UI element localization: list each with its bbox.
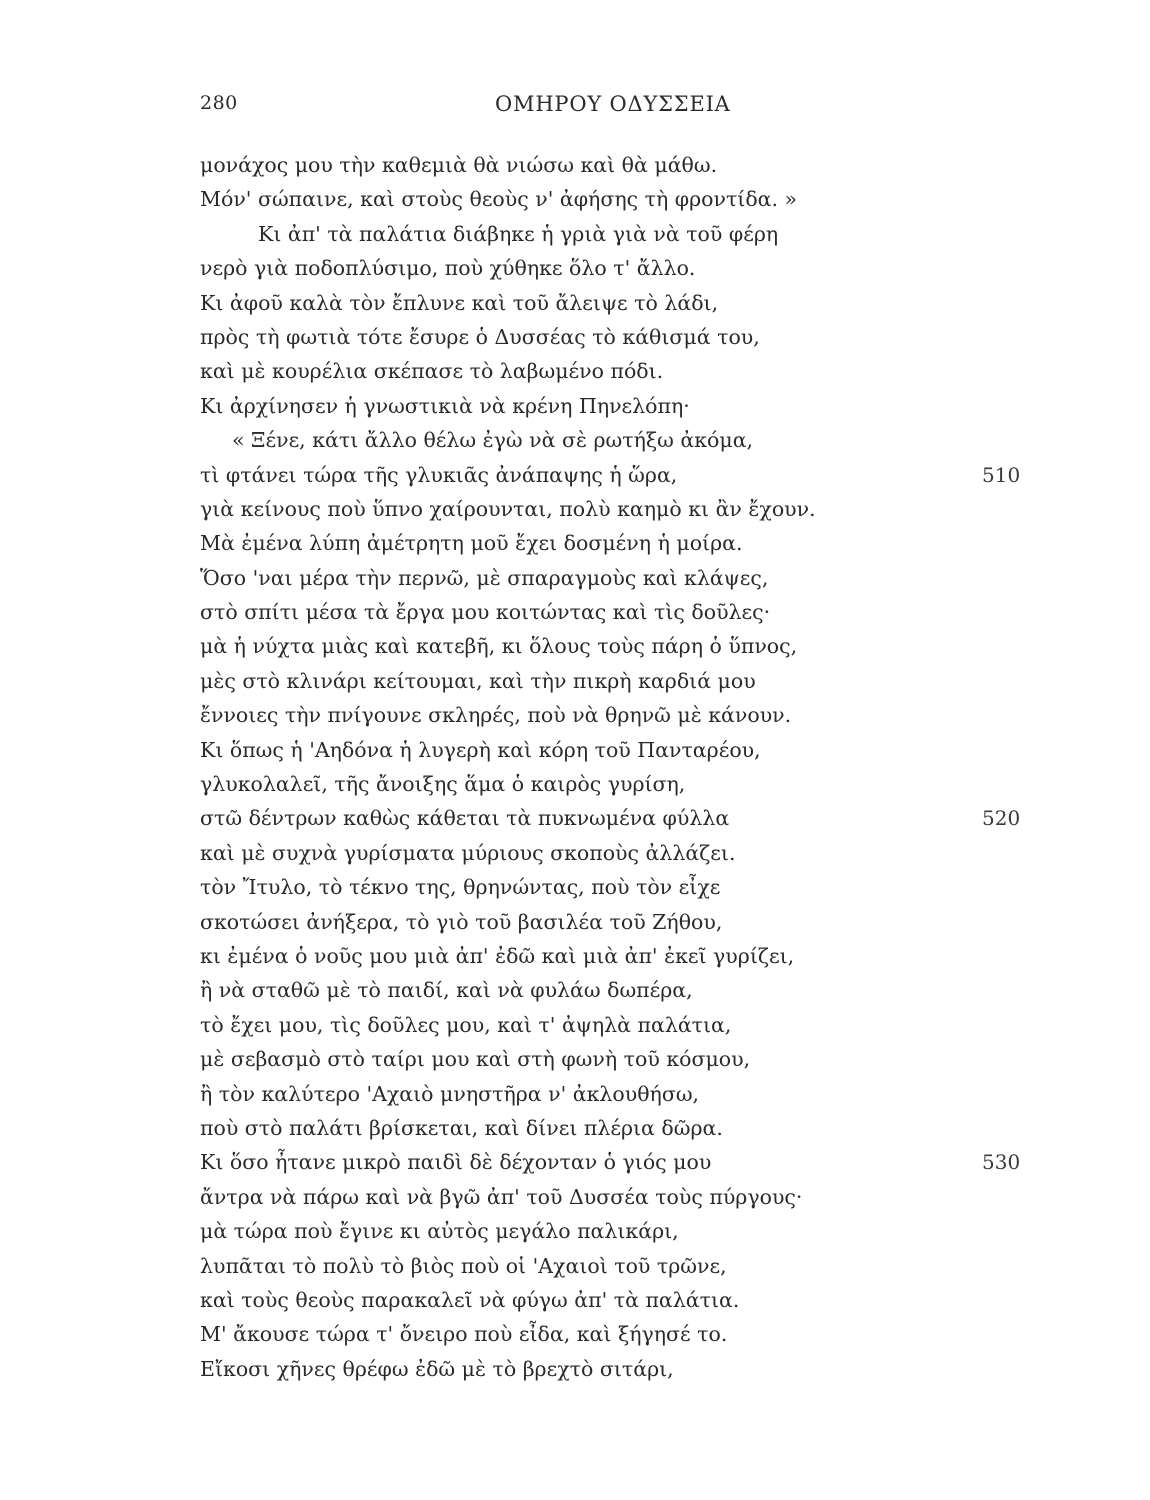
line-number: 510 — [982, 462, 1021, 487]
verse-line — [200, 561, 1120, 595]
verse-line — [200, 458, 1120, 492]
verse-line — [200, 1317, 1120, 1351]
verse-text: καὶ τοὺς θεοὺς παρακαλεῖ νὰ φύγω ἀπ' τὰ παλάτια. — [200, 1287, 740, 1312]
verse-text: νερὸ γιὰ ποδοπλύσιμο, ποὺ χύθηκε ὅλο τ' ἄλλο. — [200, 256, 696, 281]
verse-line — [200, 595, 1120, 629]
line-number: 520 — [982, 806, 1021, 831]
verse-line — [200, 217, 1120, 251]
verse-line — [200, 629, 1120, 663]
verse-text: ἔννοιες τὴν πνίγουνε σκληρές, ποὺ νὰ θρηνῶ μὲ κάνουν. — [200, 703, 792, 728]
verse-block — [200, 148, 1120, 1386]
verse-line — [200, 939, 1120, 973]
verse-text: μὰ ἡ νύχτα μιὰς καὶ κατεβῆ, κι ὅλους τοὺς πάρη ὁ ὕπνος, — [200, 634, 798, 659]
verse-text: στῶ δέντρων καθὼς κάθεται τὰ πυκνωμένα φύλλα — [200, 806, 730, 831]
verse-line — [200, 973, 1120, 1007]
verse-line — [200, 389, 1120, 423]
verse-text: μονάχος μου τὴν καθεμιὰ θὰ νιώσω καὶ θὰ μάθω. — [200, 153, 718, 177]
verse-line — [200, 1145, 1120, 1179]
verse-line — [200, 1180, 1120, 1214]
verse-text: γιὰ κείνους ποὺ ὕπνο χαίρουνται, πολὺ καημὸ κι ἂν ἔχουν. — [200, 496, 816, 521]
verse-line — [200, 492, 1120, 526]
verse-line — [200, 423, 1120, 457]
verse-line — [200, 1042, 1120, 1076]
verse-text: ἢ τὸν καλύτερο 'Αχαιὸ μνηστῆρα ν' ἀκλουθήσω, — [200, 1081, 700, 1106]
verse-text: Κι ἀφοῦ καλὰ τὸν ἔπλυνε καὶ τοῦ ἄλειψε τὸ λάδι, — [200, 290, 719, 315]
verse-text: λυπᾶται τὸ πολὺ τὸ βιὸς ποὺ οἱ 'Αχαιοὶ τοῦ τρῶνε, — [200, 1253, 727, 1278]
verse-text: Κι ὅσο ἦτανε μικρὸ παιδὶ δὲ δέχονταν ὁ γιός μου — [200, 1150, 712, 1175]
verse-line — [200, 1283, 1120, 1317]
verse-text: Εἴκοσι χῆνες θρέφω ἐδῶ μὲ τὸ βρεχτὸ σιτάρι, — [200, 1356, 674, 1381]
verse-line — [200, 767, 1120, 801]
verse-text: σκοτώσει ἀνήξερα, τὸ γιὸ τοῦ βασιλέα τοῦ Ζήθου, — [200, 909, 723, 934]
verse-line — [200, 1249, 1120, 1283]
verse-text: ἢ νὰ σταθῶ μὲ τὸ παιδί, καὶ νὰ φυλάω δωπέρα, — [200, 978, 693, 1003]
verse-text: Μ' ἄκουσε τώρα τ' ὄνειρο ποὺ εἶδα, καὶ ξήγησέ το. — [200, 1322, 728, 1347]
verse-line — [200, 836, 1120, 870]
verse-text: τὸ ἔχει μου, τὶς δοῦλες μου, καὶ τ' ἀψηλὰ παλάτια, — [200, 1012, 732, 1037]
verse-line — [200, 1077, 1120, 1111]
verse-line — [200, 251, 1120, 285]
verse-text: μὲς στὸ κλινάρι κείτουμαι, καὶ τὴν πικρὴ καρδιά μου — [200, 668, 756, 693]
verse-line — [200, 320, 1120, 354]
verse-line — [200, 801, 1120, 835]
verse-line — [200, 664, 1120, 698]
verse-text: στὸ σπίτι μέσα τὰ ἔργα μου κοιτώντας καὶ τὶς δοῦλες· — [200, 600, 771, 625]
verse-text: ἄντρα νὰ πάρω καὶ νὰ βγῶ ἀπ' τοῦ Δυσσέα τοὺς πύργους· — [200, 1184, 803, 1209]
verse-text: « Ξένε, κάτι ἄλλο θέλω ἐγὼ νὰ σὲ ρωτήξω ἀκόμα, — [232, 428, 754, 453]
verse-line — [200, 733, 1120, 767]
verse-line — [200, 182, 1120, 216]
verse-line — [200, 1111, 1120, 1145]
verse-text: πρὸς τὴ φωτιὰ τότε ἔσυρε ὁ Δυσσέας τὸ κάθισμά του, — [200, 324, 760, 349]
verse-line — [200, 1008, 1120, 1042]
verse-text: κι ἐμένα ὁ νοῦς μου μιὰ ἀπ' ἐδῶ καὶ μιὰ ἀπ' ἐκεῖ γυρίζει, — [200, 943, 795, 968]
verse-text: Κι ὅπως ἡ 'Αηδόνα ἡ λυγερὴ καὶ κόρη τοῦ Πανταρέου, — [200, 737, 761, 762]
verse-line — [200, 905, 1120, 939]
verse-text: μὲ σεβασμὸ στὸ ταίρι μου καὶ στὴ φωνὴ τοῦ κόσμου, — [200, 1047, 751, 1072]
verse-text: γλυκολαλεῖ, τῆς ἄνοιξης ἅμα ὁ καιρὸς γυρίση, — [200, 772, 686, 797]
verse-line — [200, 148, 1120, 182]
verse-text: τὶ φτάνει τώρα τῆς γλυκιᾶς ἀνάπαψης ἡ ὥρα, — [200, 462, 678, 487]
page-number: 280 — [200, 92, 238, 114]
verse-text: Κι ἀρχίνησεν ἡ γνωστικιὰ νὰ κρένη Πηνελόπη· — [200, 393, 690, 418]
verse-line — [200, 870, 1120, 904]
verse-text: Ὅσο 'ναι μέρα τὴν περνῶ, μὲ σπαραγμοὺς καὶ κλάψες, — [200, 565, 769, 590]
verse-line — [200, 698, 1120, 732]
verse-line — [200, 1214, 1120, 1248]
verse-text: τὸν Ἴτυλο, τὸ τέκνο της, θρηνώντας, ποὺ τὸν εἶχε — [200, 875, 721, 900]
verse-line — [200, 526, 1120, 560]
verse-text: μὰ τώρα ποὺ ἔγινε κι αὐτὸς μεγάλο παλικάρι, — [200, 1219, 679, 1244]
verse-text: ποὺ στὸ παλάτι βρίσκεται, καὶ δίνει πλέρια δῶρα. — [200, 1115, 723, 1140]
verse-line — [200, 1352, 1120, 1386]
verse-line — [200, 286, 1120, 320]
verse-text: Μὰ ἐμένα λύπη ἀμέτρητη μοῦ ἔχει δοσμένη ἡ μοίρα. — [200, 531, 743, 556]
verse-text: Μόν' σώπαινε, καὶ στοὺς θεοὺς ν' ἀφήσης τὴ φροντίδα. » — [200, 187, 798, 212]
running-title: ΟΜΗΡΟΥ ΟΔΥΣΣΕΙΑ — [495, 92, 731, 116]
verse-line — [200, 354, 1120, 388]
verse-text: Κι ἀπ' τὰ παλάτια διάβηκε ἡ γριὰ γιὰ νὰ τοῦ φέρη — [258, 221, 779, 246]
verse-text: καὶ μὲ κουρέλια σκέπασε τὸ λαβωμένο πόδι. — [200, 359, 664, 384]
line-number: 530 — [982, 1150, 1021, 1175]
verse-text: καὶ μὲ συχνὰ γυρίσματα μύριους σκοποὺς ἀλλάζει. — [200, 840, 736, 865]
